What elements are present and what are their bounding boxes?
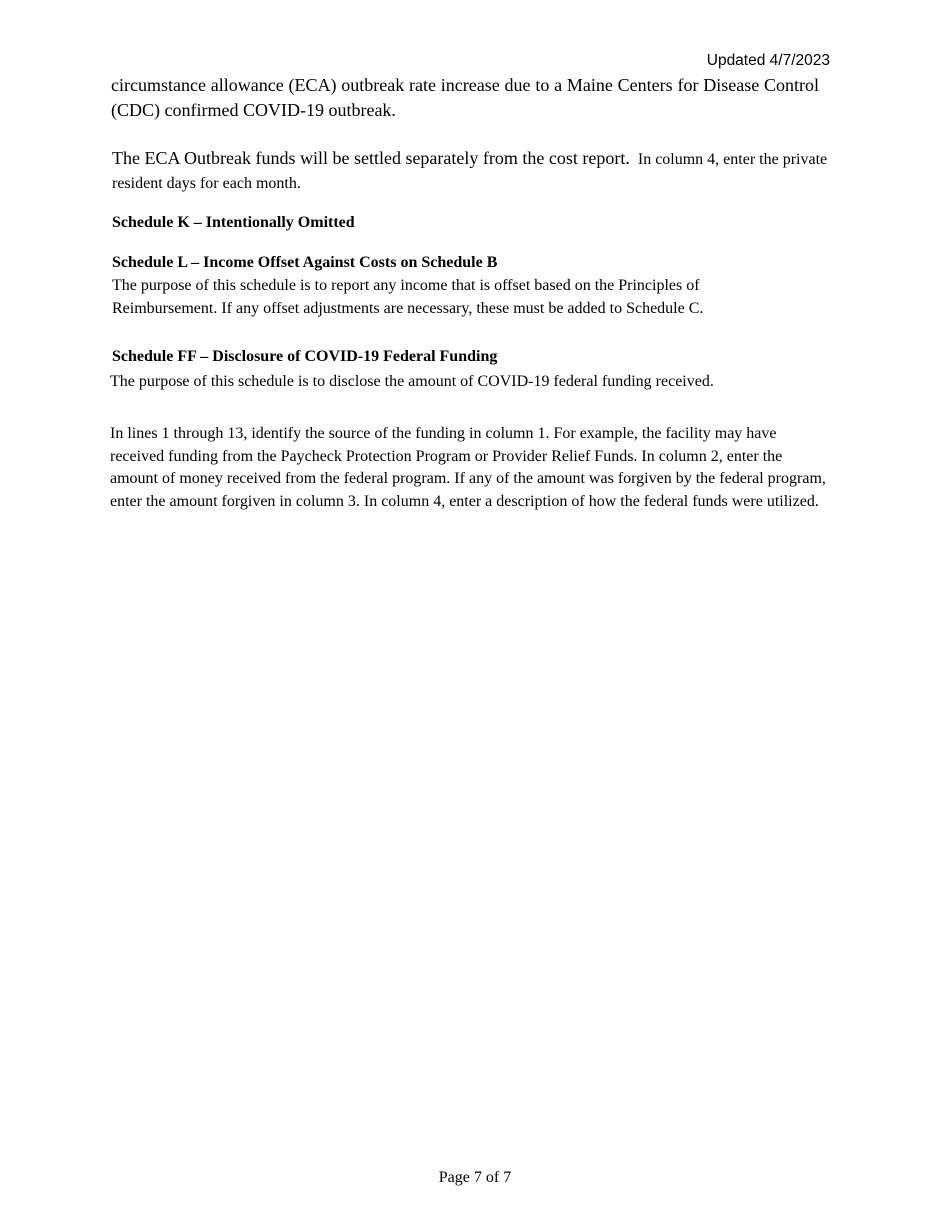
eca-settlement-paragraph bbox=[112, 146, 832, 196]
eca-outbreak-continuation: circumstance allowance (ECA) outbreak rate increase due to a Maine Centers for Disease Control (CDC) confirmed COVID-19 outbreak. bbox=[111, 75, 819, 120]
eca-column4-instruction: In column 4, enter the private resident days for each month. bbox=[112, 151, 828, 192]
schedule-l-heading: Schedule L – Income Offset Against Costs on Schedule B bbox=[112, 254, 498, 271]
schedule-ff-purpose: The purpose of this schedule is to disclose the amount of COVID-19 federal funding received. bbox=[110, 373, 714, 390]
schedule-l-body: The purpose of this schedule is to report any income that is offset based on the Principles of Reimbursement. If any offset adjustments are necessary, these must be added to Schedule C. bbox=[112, 277, 704, 317]
schedule-k-heading: Schedule K – Intentionally Omitted bbox=[112, 214, 355, 231]
schedule-ff-heading: Schedule FF – Disclosure of COVID-19 Federal Funding bbox=[112, 348, 498, 365]
page-number: Page 7 of 7 bbox=[438, 1169, 512, 1186]
eca-settlement-sentence: The ECA Outbreak funds will be settled separately from the cost report. bbox=[112, 148, 630, 168]
updated-date: Updated 4/7/2023 bbox=[706, 52, 830, 69]
schedule-ff-instructions: In lines 1 through 13, identify the source of the funding in column 1. For example, the facility may have received funding from the Paycheck Protection Program or Provider Relief Funds. In column 2, enter the amount of money received from the federal program. If any of the amount was forgiven by the federal program, enter the amount forgiven in column 3. In column 4, enter a description of how the federal funds were utilized. bbox=[110, 425, 826, 510]
